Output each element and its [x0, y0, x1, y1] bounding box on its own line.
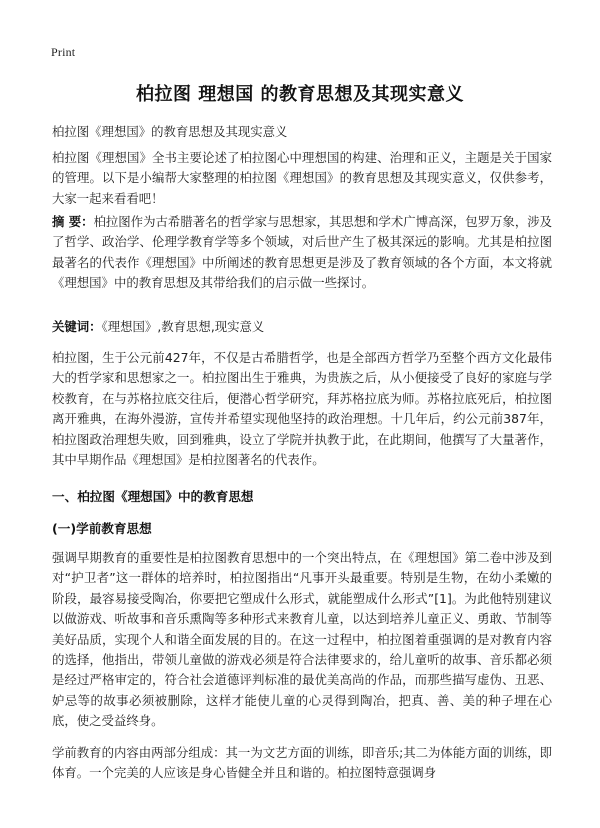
abstract-text: 柏拉图作为古希腊著名的哲学家与思想家，其思想和学术广博高深，包罗万象，涉及了哲学、政治学、伦理学教育学等多个领域，对后世产生了极其深远的影响。尤其是柏拉图最著名的代表作《理想国》中所阐述的教育思想更是涉及了教育领域的各个方面，本文将就《理想国》中的教育思想及其带给我们的启示做一些探讨。	[52, 214, 552, 291]
keywords-label: 关键词：	[52, 319, 102, 334]
page-title: 柏拉图 理想国 的教育思想及其现实意义	[135, 84, 465, 105]
abstract-paragraph	[52, 212, 552, 294]
preschool-content-paragraph: 学前教育的内容由两部分组成：其一为文艺方面的训练，即音乐;其二为体能方面的训练，即体育。一个完美的人应该是身心皆健全并且和谐的。柏拉图特意强调身	[52, 745, 552, 781]
keywords-text: 《理想国》,教育思想,现实意义	[101, 319, 265, 334]
keywords-paragraph	[52, 317, 552, 337]
biography-paragraph: 柏拉图，生于公元前427年，不仅是古希腊哲学，也是全部西方哲学乃至整个西方文化最伟大的哲学家和思想家之一。柏拉图出生于雅典，为贵族之后，从小便接受了良好的家庭与学校教育，在与苏格拉底交往后，便潜心哲学研究，拜苏格拉底为师。苏格拉底死后，柏拉图离开雅典，在海外漫游，宣传并希望实现他坚持的政治理想。十几年后，约公元前387年，柏拉图政治理想失败，回到雅典，设立了学院并执教于此，在此期间，他撰写了大量著作，其中早期作品《理想国》是柏拉图著名的代表作。	[52, 350, 552, 468]
subsection-heading: (一)学前教育思想	[52, 521, 152, 536]
intro-paragraph: 柏拉图《理想国》全书主要论述了柏拉图心中理想国的构建、治理和正义，主题是关于国家的管理。以下是小编帮大家整理的柏拉图《理想国》的教育思想及其现实意义，仅供参考，大家一起来看看吧！	[52, 150, 552, 206]
abstract-label: 摘 要：	[52, 214, 94, 229]
section-heading: 一、柏拉图《理想国》中的教育思想	[52, 489, 254, 504]
early-education-paragraph: 强调早期教育的重要性是柏拉图教育思想中的一个突出特点，在《理想国》第二卷中涉及到对“护卫者”这一群体的培养时，柏拉图指出“凡事开头最重要。特别是生物，在幼小柔嫩的阶段，最容易接受陶冶，你要把它塑成什么形式，就能塑成什么形式”[1]。为此他特别建议以做游戏、听故事和音乐熏陶等多种形式来教育儿童，以达到培养儿童正义、勇敢、节制等美好品质，实现个人和谐全面发展的目的。在这一过程中，柏拉图着重强调的是对教育内容的选择，他指出，带领儿童做的游戏必须是符合法律要求的，给儿童听的故事、音乐都必须是经过严格审定的，符合社会道德评判标准的最优美高尚的作品，而那些描写虚伪、丑恶、妒忌等的故事必须被删除，这样才能使儿童的心灵得到陶冶，把真、善、美的种子埋在心底，使之受益终身。	[52, 550, 552, 729]
print-link[interactable]: Print	[51, 45, 76, 59]
document-subtitle: 柏拉图《理想国》的教育思想及其现实意义	[52, 124, 288, 139]
